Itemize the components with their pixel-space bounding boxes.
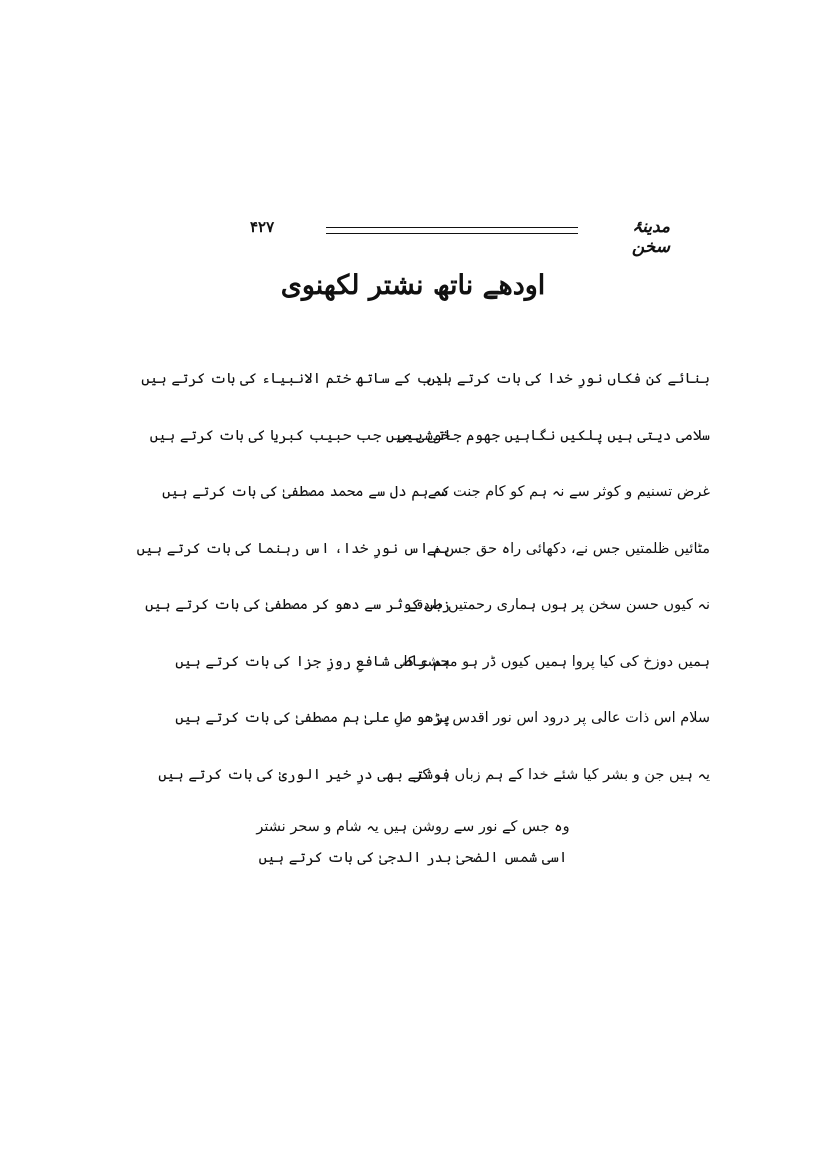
misra-first: ہمیں دوزخ کی کیا پروا ہمیں کیوں ڈر ہو محشر کا — [403, 653, 710, 670]
misra-second: کہ ہم دل سے محمد مصطفیٰ کی بات کرتے ہیں — [162, 484, 450, 500]
book-title: مدینۂ سخن — [631, 217, 670, 257]
misra-first: سلامی دیتی ہیں پلکیں نگاہیں جھوم جاتی ہیں — [397, 427, 710, 444]
couplet — [175, 703, 710, 733]
misra-first: سلام اس ذات عالی پر درود اس نور اقدس پر — [435, 710, 710, 726]
poet-name: اودھے ناتھ نشتر لکھنوی — [280, 270, 546, 301]
misra-second: خوشی میں جب حبیب کبریا کی بات کرتے ہیں — [149, 427, 450, 444]
misra-first: مٹائیں ظلمتیں جس نے، دکھائی راہ حق جس نے — [426, 540, 710, 557]
page-number: ۴۲۷ — [250, 218, 275, 236]
couplet — [162, 477, 710, 507]
maqta-second-line: اسی شمس الضحیٰ بدر الدجیٰ کی بات کرتے ہیں — [258, 850, 568, 866]
misra-first: نہ کیوں حسن سخن پر ہوں ہماری رحمتیں صدقے — [407, 597, 710, 613]
couplet — [136, 534, 710, 564]
header-rule — [326, 227, 578, 234]
misra-second: پڑھو صلِ علیٰ ہم مصطفیٰ کی بات کرتے ہیں — [175, 710, 450, 726]
misra-second: ہم عاصی شافعِ روزِ جزا کی بات کرتے ہیں — [175, 653, 450, 670]
couplet — [158, 760, 710, 790]
couplet — [149, 421, 710, 451]
misra-second: ادب کے ساتھ ختم الانبیاء کی بات کرتے ہیں — [141, 371, 450, 387]
misra-second: زباں کوثر سے دھو کر مصطفیٰ کی بات کرتے ہیں — [145, 597, 450, 613]
misra-first: یہ ہیں جن و بشر کیا شئے خدا کے ہم زباں ہو کر — [414, 766, 710, 783]
misra-first: بنائے کن فکاں نورِ خدا کی بات کرتے ہیں — [426, 371, 710, 387]
couplet — [145, 590, 710, 620]
misra-first: غرض تسنیم و کوثر سے نہ ہم کو کام جنت سے — [427, 484, 710, 500]
couplet — [141, 364, 710, 394]
maqta-first-line: وہ جس کے نور سے روشن ہیں یہ شام و سحر نشتر — [256, 819, 570, 835]
misra-second: فرشتے بھی درِ خیر الوریٰ کی بات کرتے ہیں — [158, 766, 450, 783]
couplet — [175, 647, 710, 677]
misra-second: ہم اس نورِ خدا، اس رہنما کی بات کرتے ہیں — [136, 540, 450, 557]
